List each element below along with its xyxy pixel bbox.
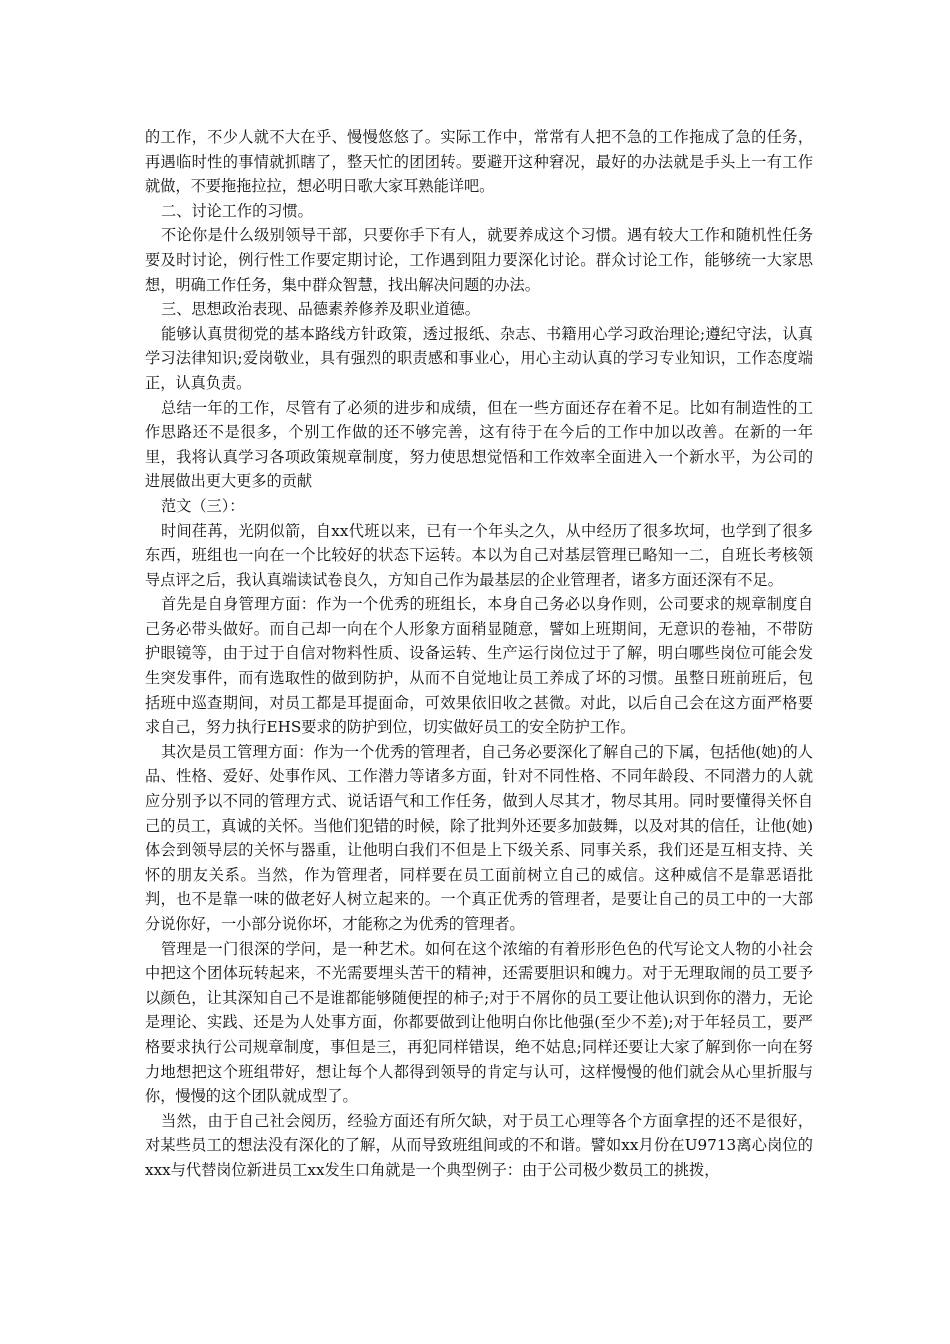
paragraph-self-management: 首先是自身管理方面：作为一个优秀的班组长，本身自己务必以身作则，公司要求的规章制度自己务必带头做好。而自己却一向在个人形象方面稍显随意，譬如上班期间，无意识的卷袖，不带防护眼镜等，由于过于自信对物料性质、设备运转、生产运行岗位过于了解，明白哪些岗位可能会发生突发事件，而有选取性的做到防护，从而不自觉地让员工养成了坏的习惯。虽整日班前班后，包括班中巡查期间，对员工都是耳提面命，可效果依旧收之甚微。对此，以后自己会在这方面严格要求自己，努力执行EHS要求的防护到位，切实做好员工的安全防护工作。 bbox=[145, 595, 813, 737]
paragraph-shortcomings: 当然，由于自己社会阅历，经验方面还有所欠缺，对于员工心理等各个方面拿捏的还不是很好，对某些员工的想法没有深化的了解，从而导致班组间或的不和谐。譬如xx月份在U9713离心岗位的xxx与代替岗位新进员工xx发生口角就是一个典型例子：由于公司极少数员工的挑拨， bbox=[145, 1111, 813, 1179]
paragraph-continuation: 的工作，不少人就不大在乎、慢慢悠悠了。实际工作中，常常有人把不急的工作拖成了急的任务，再遇临时性的事情就抓瞎了，整天忙的团团转。要避开这种窘况，最好的办法就是手头上一有工作就做，不要拖拖拉拉，想必明日歌大家耳熟能详吧。 bbox=[145, 128, 813, 196]
paragraph-political: 能够认真贯彻党的基本路线方针政策，透过报纸、杂志、书籍用心学习政治理论;遵纪守法，认真学习法律知识;爱岗敬业，具有强烈的职责感和事业心，用心主动认真的学习专业知识，工作态度端正，认真负责。 bbox=[145, 324, 813, 392]
paragraph-staff-management: 其次是员工管理方面：作为一个优秀的管理者，自己务必要深化了解自己的下属，包括他(她)的人品、性格、爱好、处事作风、工作潜力等诸多方面，针对不同性格、不同年龄段、不同潜力的人就应分别予以不同的管理方式、说话语气和工作任务，做到人尽其才，物尽其用。同时要懂得关怀自己的员工，真诚的关怀。当他们犯错的时候，除了批判外还要多加鼓舞，以及对其的信任，让他(她)体会到领导层的关怀与器重，让他明白我们不但是上下级关系、同事关系，我们还是互相支持、关怀的朋友关系。当然，作为管理者，同样要在员工面前树立自己的威信。这种威信不是靠恶语批判，也不是靠一味的做老好人树立起来的。一个真正优秀的管理者，是要让自己的员工中的一大部分说你好，一小部分说你坏，才能称之为优秀的管理者。 bbox=[145, 742, 813, 933]
section-heading-discussion-habit: 二、讨论工作的习惯。 bbox=[160, 201, 313, 220]
paragraph-intro: 时间荏苒，光阴似箭，自xx代班以来，已有一个年头之久，从中经历了很多坎坷，也学到了很多东西，班组也一向在一个比较好的状态下运转。本以为自己对基层管理已略知一二，自班长考核领导点评之后，我认真端读试卷良久，方知自己作为最基层的企业管理者，诸多方面还深有不足。 bbox=[145, 521, 813, 589]
paragraph-discussion: 不论你是什么级别领导干部，只要你手下有人，就要养成这个习惯。遇有较大工作和随机性任务要及时讨论，例行性工作要定期讨论，工作遇到阻力要深化讨论。群众讨论工作，能够统一大家思想，明确工作任务，集中群众智慧，找出解决问题的办法。 bbox=[145, 226, 813, 294]
section-heading-sample-three: 范文（三）： bbox=[160, 496, 245, 515]
section-heading-political-ethics: 三、思想政治表现、品德素养修养及职业道德。 bbox=[160, 300, 480, 319]
paragraph-management-art: 管理是一门很深的学问，是一种艺术。如何在这个浓缩的有着形形色色的代写论文人物的小社会中把这个团体玩转起来，不光需要埋头苦干的精神，还需要胆识和魄力。对于无理取闹的员工要予以颜色，让其深知自己不是谁都能够随便捏的柿子;对于不屑你的员工要让他认识到你的潜力，无论是理论、实践、还是为人处事方面，你都要做到让他明白你比他强(至少不差);对于年轻员工，要严格要求执行公司规章制度，事但是三，再犯同样错误，绝不姑息;同样还要让大家了解到你一向在努力地想把这个班组带好，想让每个人都得到领导的肯定与认可，这样慢慢的他们就会从心里折服与你，慢慢的这个团队就成型了。 bbox=[145, 939, 813, 1106]
document-body bbox=[145, 125, 813, 1183]
paragraph-summary: 总结一年的工作，尽管有了必须的进步和成绩，但在一些方面还存在着不足。比如有制造性的工作思路还不是很多，个别工作做的还不够完善，这有待于在今后的工作中加以改善。在新的一年里，我将认真学习各项政策规章制度，努力使思想觉悟和工作效率全面进入一个新水平，为公司的进展做出更大更多的贡献 bbox=[145, 398, 813, 491]
